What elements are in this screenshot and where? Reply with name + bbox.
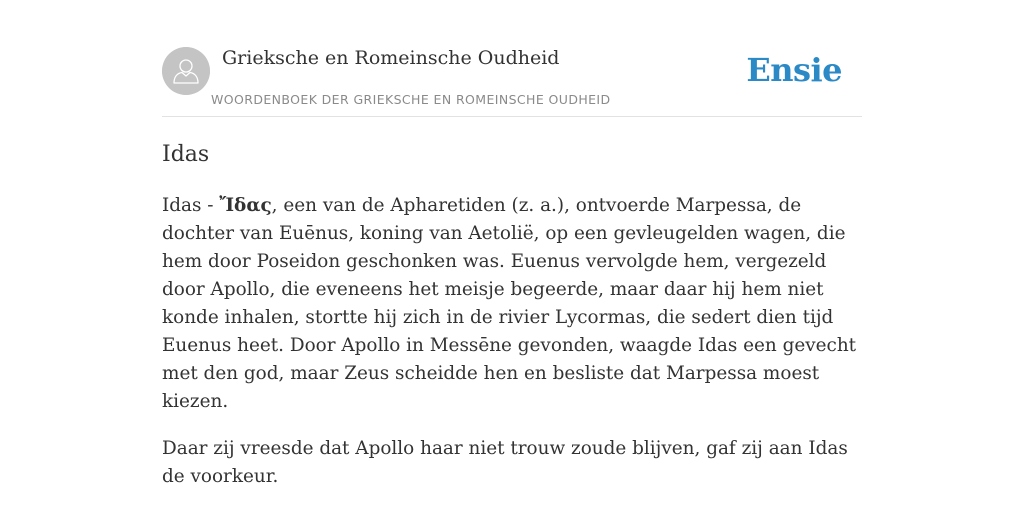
source-subtitle: WOORDENBOEK DER GRIEKSCHE EN ROMEINSCHE OUDHEID — [211, 92, 611, 107]
entry-paragraph-text: , een van de Apharetiden (z. a.), ontvoerde Marpessa, de dochter van Euēnus, koning van Aetolië, op een gevleugelden wagen, die hem door Poseidon geschonken was. Euenus vervolgde hem, vergezeld door Apollo, die eveneens het meisje begeerde, maar daar hij hem niet konde inhalen, stortte hij zich in de rivier Lycormas, die sedert dien tijd Euenus heet. Door Apollo in Messēne gevonden, waagde Idas een gevecht met den god, maar Zeus scheidde hen en besliste dat Marpessa moest kiezen. — [162, 195, 857, 412]
source-header — [162, 46, 862, 117]
greek-term: Ἴδας — [219, 195, 272, 216]
ensie-logo[interactable]: Ensie — [746, 51, 842, 89]
source-title[interactable]: Grieksche en Romeinsche Oudheid — [222, 47, 560, 69]
entry-paragraph — [162, 192, 864, 416]
entry-title: Idas — [162, 142, 210, 167]
entry-body — [162, 192, 864, 510]
entry-paragraph: Daar zij vreesde dat Apollo haar niet trouw zoude blijven, gaf zij aan Idas de voorkeur. — [162, 438, 848, 487]
source-avatar[interactable] — [162, 47, 210, 95]
entry-lead: Idas - — [162, 195, 220, 216]
user-icon — [162, 47, 210, 95]
